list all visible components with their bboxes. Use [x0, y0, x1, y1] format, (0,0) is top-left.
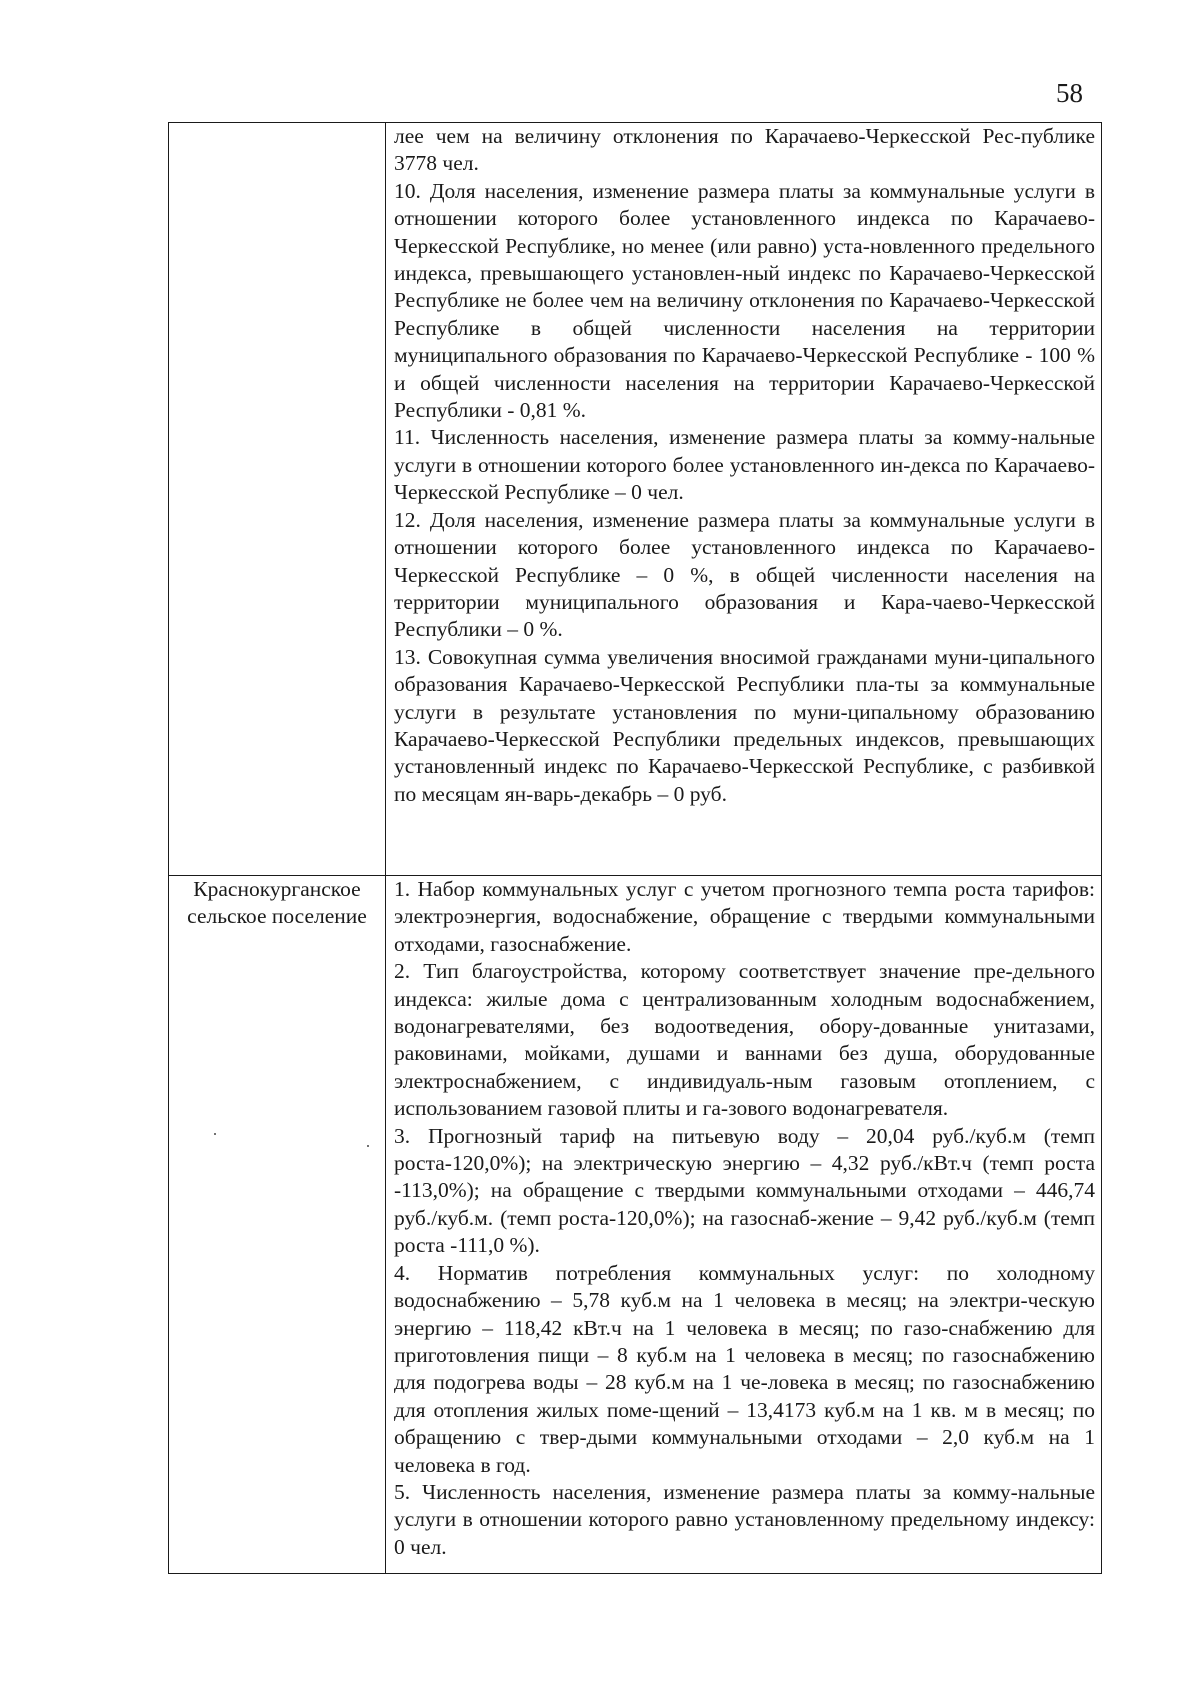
indices-table — [168, 122, 1102, 1574]
paragraph: 5. Численность населения, изменение размера платы за комму-нальные услуги в отношении которого равно установленному предельному индексу: 0 чел. — [394, 1479, 1095, 1559]
paragraph: 11. Численность населения, изменение размера платы за комму-нальные услуги в отношении которого более установленного ин-декса по Карачаево-Черкесской Республике – 0 чел. — [394, 425, 1095, 505]
page-number: 58 — [1056, 78, 1083, 108]
table-row — [169, 876, 1102, 1574]
description-cell — [386, 123, 1102, 876]
scan-speck — [367, 1145, 369, 1147]
paragraph: 3. Прогнозный тариф на питьевую воду – 20,04 руб./куб.м (темп роста-120,0%); на электрическую энергию – 4,32 руб./кВт.ч (темп роста -113,0%); на обращение с твердыми коммунальными отходами – 446,74 руб./куб.м. (темп роста-120,0%); на газоснаб-жение – 9,42 руб./куб.м (темп роста -111,0 %). — [394, 1123, 1095, 1258]
paragraph: 13. Совокупная сумма увеличения вносимой гражданами муни-ципального образования Карачаево-Черкесской Республики пла-ты за коммунальные услуги в результате установления по муни-ципальному образованию Карачаево-Черкесской Республики предельных индексов, превышающих установленный индекс по Карачаево-Черкесской Республике, с разбивкой по месяцам ян-варь-декабрь – 0 руб. — [394, 644, 1095, 806]
paragraph: 12. Доля населения, изменение размера платы за коммунальные услуги в отношении которого более установленного индекса по Карачаево-Черкесской Республике – 0 %, в общей численности населения на территории муниципального образования и Кара-чаево-Черкесской Республики – 0 %. — [394, 507, 1095, 642]
paragraph: 10. Доля населения, изменение размера платы за коммунальные услуги в отношении которого более установленного индекса по Карачаево-Черкесской Республике, но менее (или равно) уста-новленного предельного индекса, превышающего установлен-ный индекс по Карачаево-Черкесской Республике не более чем на величину отклонения по Карачаево-Черкесской Республике в общей численности населения на территории муниципального образования по Карачаево-Черкесской Республике - 100 % и общей численности населения на территории Карачаево-Черкесской Республики - 0,81 %. — [394, 178, 1095, 423]
municipality-cell: Краснокурганское сельское поселение — [169, 876, 386, 1574]
municipality-cell — [169, 123, 386, 876]
table-row — [169, 123, 1102, 876]
scan-speck — [214, 1133, 216, 1135]
paragraph: 2. Тип благоустройства, которому соответствует значение пре-дельного индекса: жилые дома с централизованным холодным водоснабжением, водонагревателями, без водоотведения, обору-дованные унитазами, раковинами, мойками, душами и ваннами без душа, оборудованные электроснабжением, с индивидуаль-ным газовым отоплением, с использованием газовой плиты и га-зового водонагревателя. — [394, 959, 1095, 1121]
paragraph: 4. Норматив потребления коммунальных услуг: по холодному водоснабжению – 5,78 куб.м на 1 человека в месяц; на электри-ческую энергию – 118,42 кВт.ч на 1 человека в месяц; по газо-снабжению для приготовления пищи – 8 куб.м на 1 человека в месяц; по газоснабжению для подогрева воды – 28 куб.м на 1 че-ловека в месяц; по газоснабжению для отопления жилых поме-щений – 13,4173 куб.м на 1 кв. м в месяц; по обращению с твер-дыми коммунальными отходами – 2,0 куб.м на 1 человека в год. — [394, 1260, 1095, 1477]
paragraph: лее чем на величину отклонения по Карачаево-Черкесской Рес-публике 3778 чел. — [394, 124, 1095, 176]
description-cell — [386, 876, 1102, 1574]
paragraph: 1. Набор коммунальных услуг с учетом прогнозного темпа роста тарифов: электроэнергия, водоснабжение, обращение с твердыми коммунальными отходами, газоснабжение. — [394, 877, 1095, 956]
